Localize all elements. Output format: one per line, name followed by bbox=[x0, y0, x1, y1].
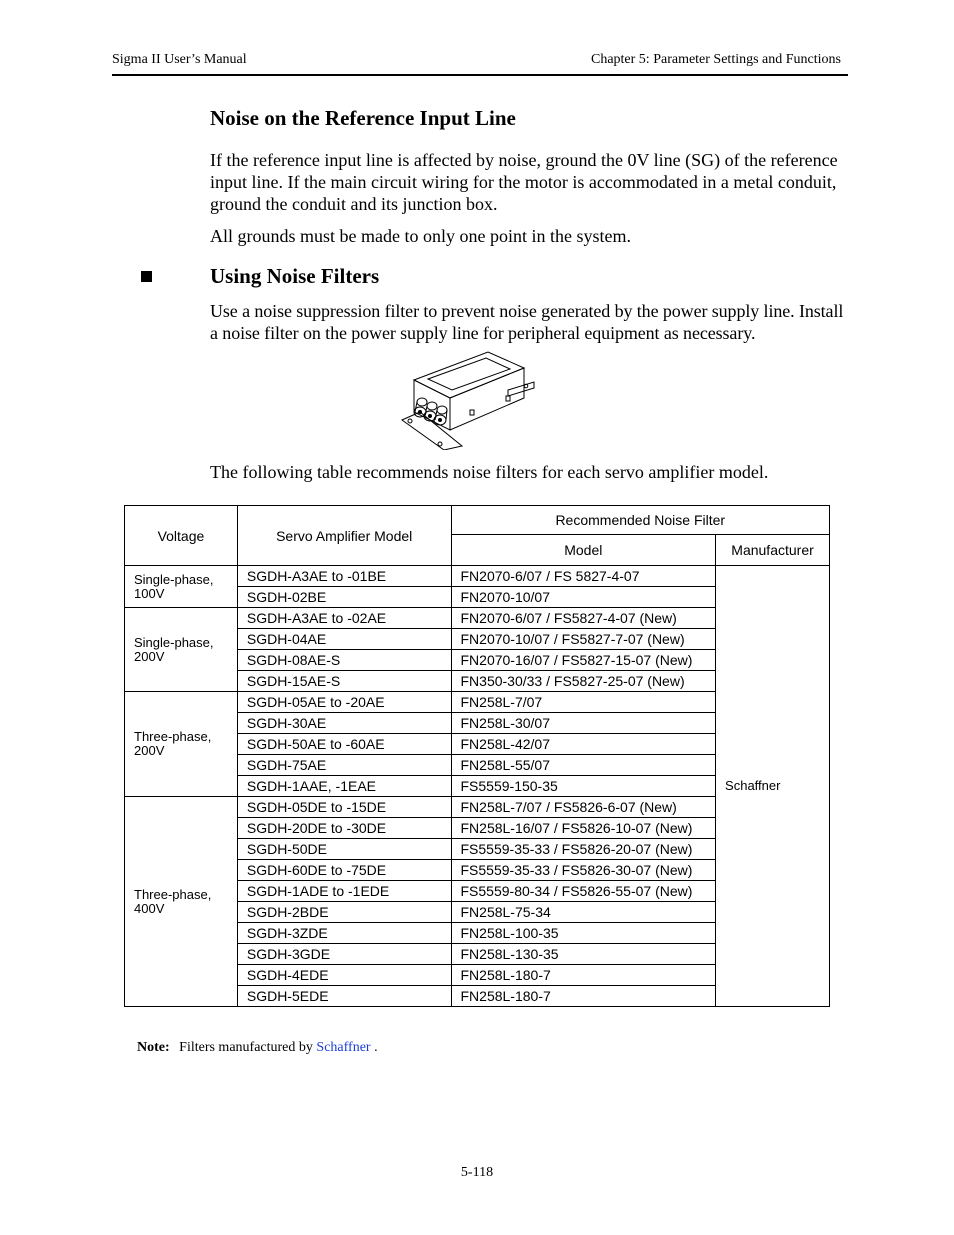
table-note bbox=[137, 1040, 378, 1056]
servo-model-cell: SGDH-A3AE to -01BE bbox=[237, 566, 451, 587]
paragraph-single-ground: All grounds must be made to only one point in the system. bbox=[210, 226, 631, 246]
note-text: Filters manufactured by bbox=[179, 1040, 313, 1055]
voltage-cell: Single-phase, 100V bbox=[125, 566, 238, 608]
header-servo-model: Servo Amplifier Model bbox=[237, 506, 451, 566]
filter-model-cell: FN2070-6/07 / FS 5827-4-07 bbox=[451, 566, 716, 587]
servo-model-cell: SGDH-3ZDE bbox=[237, 923, 451, 944]
servo-model-cell: SGDH-08AE-S bbox=[237, 650, 451, 671]
header-filter-model: Model bbox=[451, 535, 716, 566]
running-header-right: Chapter 5: Parameter Settings and Functions bbox=[590, 52, 841, 67]
servo-model-cell: SGDH-05DE to -15DE bbox=[237, 797, 451, 818]
servo-model-cell: SGDH-5EDE bbox=[237, 986, 451, 1007]
header-rule bbox=[112, 74, 848, 76]
servo-model-cell: SGDH-A3AE to -02AE bbox=[237, 608, 451, 629]
voltage-cell: Three-phase, 400V bbox=[125, 797, 238, 1007]
note-label: Note: bbox=[137, 1040, 170, 1055]
paragraph-noise-grounding: If the reference input line is affected by noise, ground the 0V line (SG) of the reference input line. If the main circuit wiring for the motor is accommodated in a metal conduit, ground the conduit and its junction box. bbox=[210, 150, 838, 214]
filter-model-cell: FN258L-100-35 bbox=[451, 923, 716, 944]
filter-model-cell: FS5559-35-33 / FS5826-20-07 (New) bbox=[451, 839, 716, 860]
servo-model-cell: SGDH-30AE bbox=[237, 713, 451, 734]
noise-filter-table bbox=[124, 505, 830, 1007]
servo-model-cell: SGDH-1ADE to -1EDE bbox=[237, 881, 451, 902]
filter-model-cell: FN258L-7/07 bbox=[451, 692, 716, 713]
schaffner-link[interactable]: Schaffner bbox=[316, 1040, 371, 1055]
servo-model-cell: SGDH-02BE bbox=[237, 587, 451, 608]
manufacturer-cell: Schaffner bbox=[716, 566, 830, 1007]
servo-model-cell: SGDH-2BDE bbox=[237, 902, 451, 923]
filter-model-cell: FN258L-180-7 bbox=[451, 986, 716, 1007]
noise-filter-illustration bbox=[400, 350, 536, 450]
servo-model-cell: SGDH-15AE-S bbox=[237, 671, 451, 692]
voltage-cell: Single-phase, 200V bbox=[125, 608, 238, 692]
servo-model-cell: SGDH-75AE bbox=[237, 755, 451, 776]
running-header-left: Sigma II User’s Manual bbox=[112, 52, 247, 67]
filter-model-cell: FN258L-7/07 / FS5826-6-07 (New) bbox=[451, 797, 716, 818]
voltage-cell: Three-phase, 200V bbox=[125, 692, 238, 797]
filter-model-cell: FN2070-16/07 / FS5827-15-07 (New) bbox=[451, 650, 716, 671]
square-bullet-icon bbox=[141, 271, 152, 282]
filter-model-cell: FN258L-130-35 bbox=[451, 944, 716, 965]
header-voltage: Voltage bbox=[125, 506, 238, 566]
filter-model-cell: FN258L-30/07 bbox=[451, 713, 716, 734]
header-manufacturer: Manufacturer bbox=[716, 535, 830, 566]
servo-model-cell: SGDH-05AE to -20AE bbox=[237, 692, 451, 713]
servo-model-cell: SGDH-60DE to -75DE bbox=[237, 860, 451, 881]
page-number: 5-118 bbox=[460, 1165, 494, 1180]
servo-model-cell: SGDH-50DE bbox=[237, 839, 451, 860]
filter-model-cell: FS5559-80-34 / FS5826-55-07 (New) bbox=[451, 881, 716, 902]
servo-model-cell: SGDH-3GDE bbox=[237, 944, 451, 965]
filter-model-cell: FN2070-6/07 / FS5827-4-07 (New) bbox=[451, 608, 716, 629]
filter-model-cell: FN258L-75-34 bbox=[451, 902, 716, 923]
servo-model-cell: SGDH-04AE bbox=[237, 629, 451, 650]
filter-model-cell: FN258L-16/07 / FS5826-10-07 (New) bbox=[451, 818, 716, 839]
paragraph-noise-filter-use: Use a noise suppression filter to prevent noise generated by the power supply line. Install a noise filter on the power supply line for peripheral equipment as necessary. bbox=[210, 301, 844, 343]
filter-model-cell: FS5559-35-33 / FS5826-30-07 (New) bbox=[451, 860, 716, 881]
servo-model-cell: SGDH-20DE to -30DE bbox=[237, 818, 451, 839]
filter-model-cell: FN258L-55/07 bbox=[451, 755, 716, 776]
table-row bbox=[125, 566, 830, 587]
servo-model-cell: SGDH-4EDE bbox=[237, 965, 451, 986]
servo-model-cell: SGDH-1AAE, -1EAE bbox=[237, 776, 451, 797]
filter-model-cell: FN350-30/33 / FS5827-25-07 (New) bbox=[451, 671, 716, 692]
section-heading-filters: Using Noise Filters bbox=[210, 264, 380, 288]
servo-model-cell: SGDH-50AE to -60AE bbox=[237, 734, 451, 755]
filter-model-cell: FN258L-180-7 bbox=[451, 965, 716, 986]
note-end: . bbox=[374, 1040, 378, 1055]
filter-model-cell: FN2070-10/07 / FS5827-7-07 (New) bbox=[451, 629, 716, 650]
filter-model-cell: FN258L-42/07 bbox=[451, 734, 716, 755]
filter-model-cell: FS5559-150-35 bbox=[451, 776, 716, 797]
section-heading-noise: Noise on the Reference Input Line bbox=[210, 106, 516, 130]
paragraph-table-intro: The following table recommends noise filters for each servo amplifier model. bbox=[210, 462, 769, 482]
header-recommended-filter: Recommended Noise Filter bbox=[451, 506, 830, 535]
filter-model-cell: FN2070-10/07 bbox=[451, 587, 716, 608]
